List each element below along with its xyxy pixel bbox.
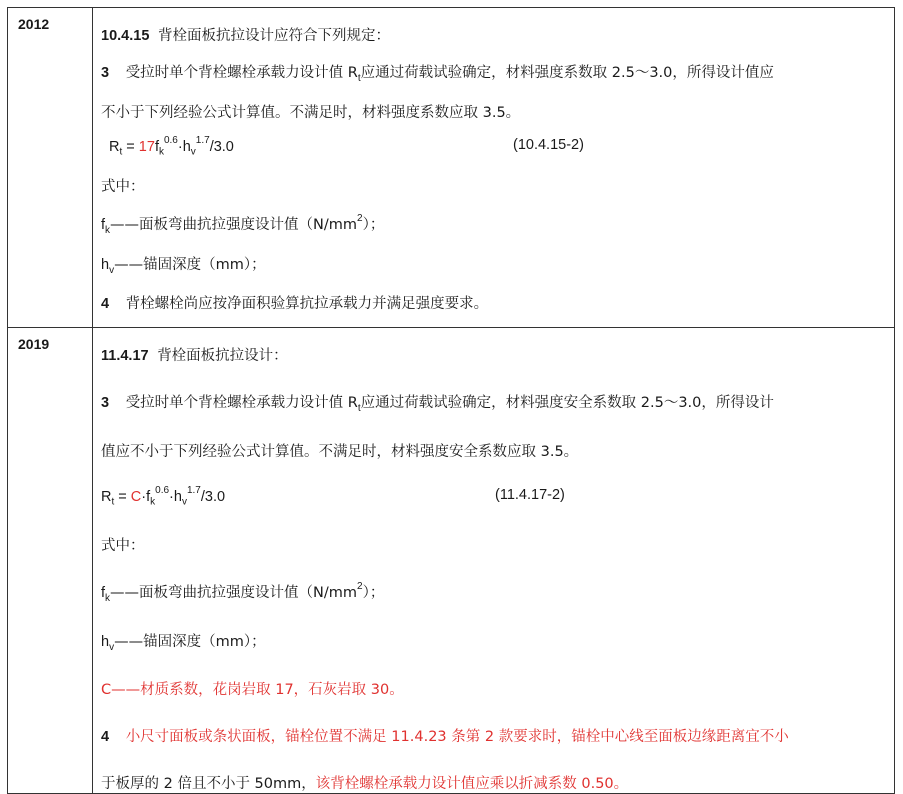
clause-number: 11.4.17 xyxy=(101,348,149,364)
item-number: 3 xyxy=(101,395,110,411)
item-3-line-1 xyxy=(101,61,886,84)
formula xyxy=(101,134,886,158)
item-text: 受拉时单个背栓螺栓承载力设计值 R xyxy=(125,395,358,411)
item-3-line-1 xyxy=(101,391,886,414)
equation-number: (10.4.15-2) xyxy=(513,136,584,153)
formula-part: t xyxy=(119,146,123,158)
formula-part: = xyxy=(122,138,139,155)
item-text: 应通过荷载试验确定，材料强度系数取 2.5～3.0，所得设计值应 xyxy=(360,65,774,81)
comparison-table xyxy=(7,7,895,794)
clause-heading xyxy=(101,24,886,45)
table-row xyxy=(8,328,895,794)
formula-part: 1.7 xyxy=(195,134,210,146)
formula-part: /3.0 xyxy=(209,138,234,155)
item-4 xyxy=(101,292,886,313)
definition-text: ——面板弯曲抗拉强度设计值（N/mm xyxy=(110,584,358,601)
item-4-line-1 xyxy=(101,725,886,746)
item-text: 受拉时单个背栓螺栓承载力设计值 R xyxy=(125,65,358,81)
formula-part: R xyxy=(101,488,112,505)
symbol: h xyxy=(101,256,110,273)
formula-part: 1.7 xyxy=(186,484,201,496)
item-4-line-2 xyxy=(101,772,886,793)
where-label: 式中： xyxy=(101,178,145,195)
clause-title: 背栓面板抗拉设计： xyxy=(157,348,288,364)
item-number: 4 xyxy=(101,296,110,313)
subscript: v xyxy=(109,641,115,653)
formula-part: t xyxy=(111,496,115,508)
clause-cell xyxy=(93,328,895,794)
subscript: t xyxy=(357,72,361,84)
definition-text: ——锚固深度（mm）； xyxy=(114,256,266,273)
definition-text: ）； xyxy=(362,584,385,601)
where-label: 式中： xyxy=(101,537,145,554)
year-cell: 2019 xyxy=(8,328,93,794)
item-text: 应通过荷载试验确定，材料强度安全系数取 2.5～3.0，所得设计 xyxy=(360,395,774,411)
item-text: 该背栓螺栓承载力设计值应乘以折减系数 0.50。 xyxy=(315,776,629,793)
symbol: f xyxy=(101,584,106,601)
formula-coefficient: 17 xyxy=(138,138,155,155)
formula-part: ·f xyxy=(141,488,151,505)
formula-part: = xyxy=(114,488,131,505)
definition-text: ——锚固深度（mm）； xyxy=(114,633,266,650)
table-row xyxy=(8,8,895,328)
formula-part: R xyxy=(109,138,120,155)
clause-number: 10.4.15 xyxy=(101,28,150,44)
item-text: 于板厚的 2 倍且不小于 50mm， xyxy=(101,776,316,793)
formula-part: ·h xyxy=(177,138,191,155)
superscript: 2 xyxy=(357,212,363,224)
formula-part: k xyxy=(150,496,156,508)
item-text: 背栓螺栓尚应按净面积验算抗拉承载力并满足强度要求。 xyxy=(125,296,489,313)
item-3-line-2: 值应不小于下列经验公式计算值。不满足时，材料强度安全系数应取 3.5。 xyxy=(101,443,579,460)
formula-part: /3.0 xyxy=(200,488,226,505)
subscript: k xyxy=(105,592,111,604)
equation-number: (11.4.17-2) xyxy=(495,486,565,503)
clause-title: 背栓面板抗拉设计应符合下列规定： xyxy=(158,28,390,44)
symbol: h xyxy=(101,633,110,650)
formula-part: v xyxy=(190,146,196,158)
item-number: 3 xyxy=(101,65,110,81)
formula xyxy=(101,484,886,508)
year-cell: 2012 xyxy=(8,8,93,328)
definition-text: ——面板弯曲抗拉强度设计值（N/mm xyxy=(110,216,358,233)
definition-hv xyxy=(101,253,886,276)
clause-heading xyxy=(101,344,886,365)
formula-part: k xyxy=(158,146,164,158)
formula-part: v xyxy=(181,496,187,508)
symbol: f xyxy=(101,216,106,233)
superscript: 2 xyxy=(357,580,363,592)
formula-part: 0.6 xyxy=(163,134,178,146)
formula-part: 0.6 xyxy=(155,484,170,496)
item-number: 4 xyxy=(101,729,110,746)
item-text: 小尺寸面板或条状面板，锚栓位置不满足 11.4.23 条第 2 款要求时，锚栓中心线至面板边缘距离宜不小 xyxy=(125,729,789,746)
item-3-line-2: 不小于下列经验公式计算值。不满足时，材料强度系数应取 3.5。 xyxy=(101,104,521,121)
formula-coefficient: C xyxy=(130,488,142,505)
definition-fk xyxy=(101,581,886,604)
subscript: v xyxy=(109,264,115,276)
definition-hv xyxy=(101,630,886,653)
clause-cell xyxy=(93,8,895,328)
subscript: t xyxy=(357,402,361,414)
definition-fk xyxy=(101,213,886,236)
subscript: k xyxy=(105,224,111,236)
formula-part: ·h xyxy=(169,488,182,505)
definition-c: C——材质系数，花岗岩取 17，石灰岩取 30。 xyxy=(101,682,404,699)
formula-part: f xyxy=(154,138,159,155)
definition-text: ）； xyxy=(362,216,385,233)
